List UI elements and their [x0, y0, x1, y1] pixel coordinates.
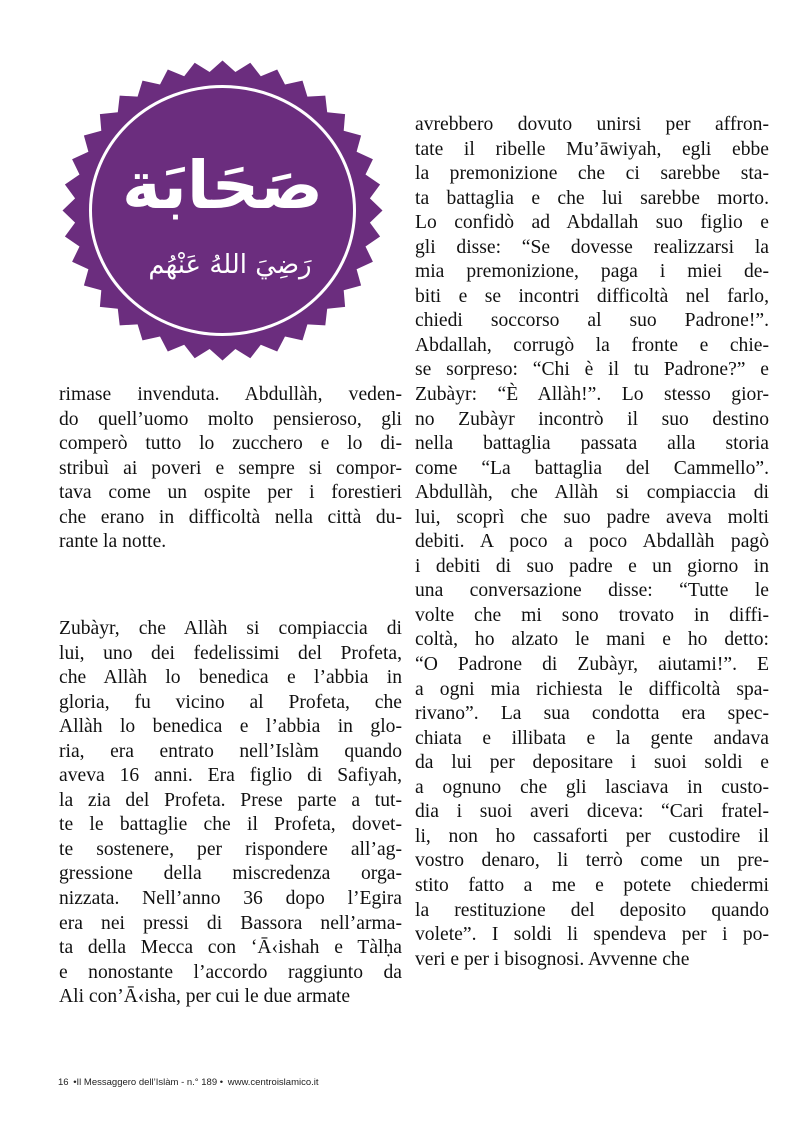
- right-col-line: lui, scoprì che suo padre aveva molti: [415, 506, 769, 528]
- right-col-line: no Zubàyr incontrò il suo destino: [415, 408, 769, 430]
- right-col-line: rivano”. La sua condotta era spec-: [415, 703, 769, 725]
- sahaba-seal-graphic: [60, 58, 385, 363]
- page-number: 16: [58, 1077, 69, 1088]
- left-p1-line: do quell’uomo molto pensieroso, gli: [59, 408, 402, 430]
- right-col-line: Abdullàh, che Allàh si compiaccia di: [415, 482, 769, 504]
- left-p2-line: ta della Mecca con ‘Ā‹ishah e Tàlḥa: [59, 937, 402, 959]
- right-col-line: vostro denaro, li terrò come un pre-: [415, 850, 769, 872]
- left-p2-line: Ali con’Ā‹isha, per cui le due armate: [59, 986, 351, 1008]
- sahaba-emblem: [60, 58, 385, 363]
- left-p2-line: Zubàyr, che Allàh si compiaccia di: [59, 618, 402, 639]
- right-col-line: ta battaglia e che lui sarebbe morto.: [415, 187, 769, 209]
- left-p2-line: e nonostante l’accordo raggiunto da: [59, 961, 402, 983]
- left-column-paragraph-1: [59, 383, 402, 555]
- left-p2-line: ria, era entrato nell’Islàm quando: [59, 740, 402, 762]
- left-p2-line: la zia del Profeta. Prese parte a tut-: [59, 789, 402, 811]
- left-p2-line: nizzata. Nell’anno 36 dopo l’Egira: [59, 888, 402, 910]
- right-col-line: Zubàyr: “È Allàh!”. Lo stesso gior-: [415, 384, 769, 406]
- right-col-line: stito fatto a me e potete chiedermi: [415, 874, 769, 896]
- left-p1-line: che erano in difficoltà nella città du-: [59, 506, 402, 528]
- arabic-subtitle: رَضِيَ اللهُ عَنْهُم: [148, 250, 312, 280]
- left-p2-line: aveva 16 anni. Era figlio di Safiyah,: [59, 765, 402, 787]
- magazine-title: •Il Messaggero dell’Islàm - n.° 189 •: [73, 1077, 224, 1088]
- left-p2-line: che Allàh lo benedica e l’abbia in: [59, 667, 402, 689]
- left-p1-line: rimase invenduta. Abdullàh, veden-: [59, 384, 402, 405]
- right-col-line: una conversazione disse: “Tutte le: [415, 580, 769, 602]
- left-p2-line: Allàh lo benedica e l’abbia in glo-: [59, 716, 402, 738]
- right-col-line: debiti. A poco a poco Abdallàh pagò: [415, 531, 769, 553]
- right-col-line: i debiti di suo padre e un giorno in: [415, 555, 769, 577]
- right-col-line: volete”. I soldi li spendeva per i po-: [415, 924, 769, 946]
- right-col-line: veri e per i bisognosi. Avvenne che: [415, 948, 690, 970]
- right-col-line: da lui per depositare i suoi soldi e: [415, 752, 769, 774]
- left-column-paragraph-2: [59, 617, 402, 1010]
- right-col-line: dia i suoi averi diceva: “Cari fratel-: [415, 801, 769, 823]
- right-col-line: coltà, ho alzato le mani e ho detto:: [415, 629, 769, 651]
- left-p2-line: te le battaglie che il Profeta, dovet-: [59, 814, 402, 836]
- left-p2-line: gloria, fu vicino al Profeta, che: [59, 691, 402, 713]
- right-col-line: gli disse: “Se dovesse realizzarsi la: [415, 236, 769, 258]
- right-col-line: come “La battaglia del Cammello”.: [415, 457, 769, 479]
- left-p2-line: lui, uno dei fedelissimi del Profeta,: [59, 642, 402, 664]
- right-col-line: avrebbero dovuto unirsi per affron-: [415, 114, 769, 135]
- arabic-title: صَحَابَة: [122, 147, 323, 224]
- right-col-line: a ogni mia richiesta le difficoltà spa-: [415, 678, 769, 700]
- right-col-line: Lo confidò ad Abdallah suo figlio e: [415, 212, 769, 234]
- right-column-text: [415, 113, 769, 972]
- left-p2-line: te sostenere, per rispondere all’ag-: [59, 838, 402, 860]
- right-col-line: se sorpreso: “Chi è il tu Padrone?” e: [415, 359, 769, 381]
- right-col-line: tate il ribelle Mu’āwiyah, egli ebbe: [415, 138, 769, 160]
- left-p1-line: tava come un ospite per i forestieri: [59, 482, 402, 504]
- website-link: www.centroislamico.it: [227, 1077, 319, 1088]
- right-col-line: biti e se incontri difficoltà nel farlo,: [415, 285, 769, 307]
- page-footer: [58, 1077, 321, 1088]
- left-p1-line: comperò tutto lo zucchero e lo di-: [59, 433, 402, 455]
- left-p2-line: gressione della miscredenza orga-: [59, 863, 402, 885]
- right-col-line: la restituzione del deposito quando: [415, 899, 769, 921]
- right-col-line: a ognuno che gli lasciava in custo-: [415, 776, 769, 798]
- left-p1-line: stribuì ai poveri e sempre si compor-: [59, 457, 402, 479]
- right-col-line: li, non ho cassaforti per custodire il: [415, 825, 769, 847]
- right-col-line: mia premonizione, paga i miei de-: [415, 261, 769, 283]
- right-col-line: la premonizione che ci sarebbe sta-: [415, 163, 769, 185]
- left-p2-line: era nei pressi di Bassora nell’arma-: [59, 912, 402, 934]
- right-col-line: Abdallah, corrugò la fronte e chie-: [415, 334, 769, 356]
- right-col-line: “O Padrone di Zubàyr, aiutami!”. E: [415, 654, 769, 676]
- right-col-line: chiata e illibata e la gente andava: [415, 727, 769, 749]
- right-col-line: nella battaglia passata alla storia: [415, 433, 769, 455]
- left-p1-line: rante la notte.: [59, 531, 167, 553]
- right-col-line: chiedi soccorso al suo Padrone!”.: [415, 310, 769, 332]
- right-col-line: volte che mi sono trovato in diffi-: [415, 604, 769, 626]
